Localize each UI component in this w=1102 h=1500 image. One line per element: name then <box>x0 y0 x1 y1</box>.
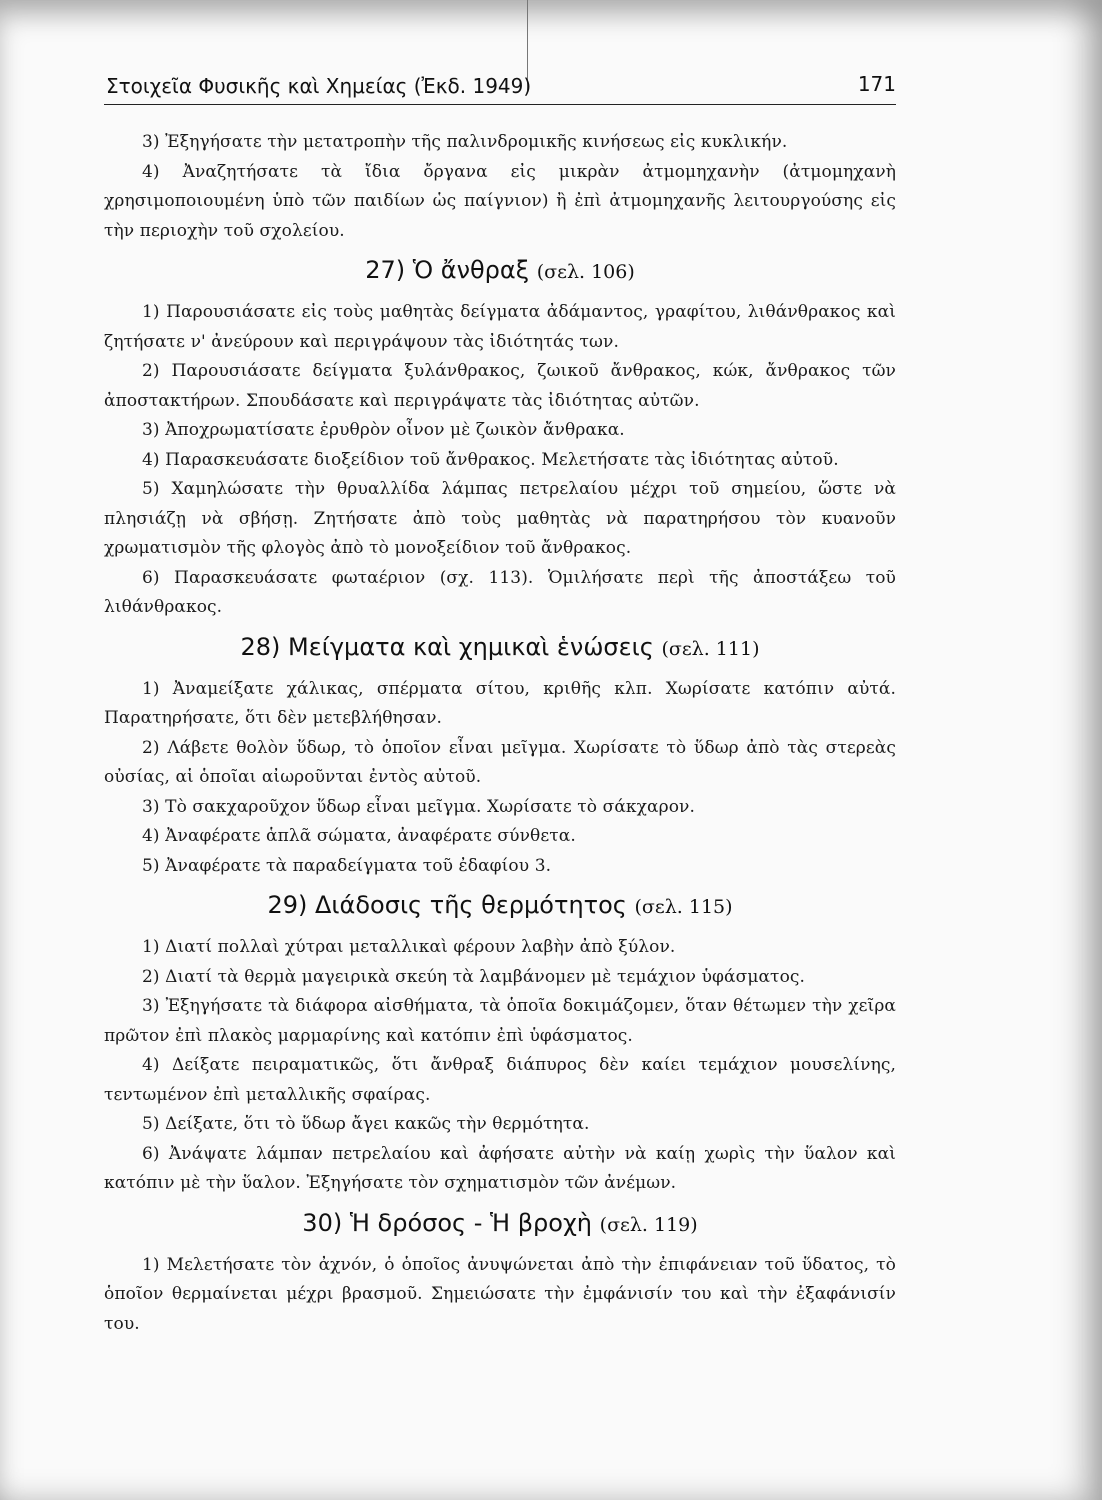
exercise-item: 2) Παρουσιάσατε δείγματα ξυλάνθρακος, ζωικοῦ ἄνθρακος, κώκ, ἄνθρακος τῶν ἀποστακτήρων. Σπουδάσατε καὶ περιγράψατε τὰς ἰδιότητας αὐτῶν. <box>104 361 896 411</box>
page-reference: (σελ. 106) <box>536 261 635 283</box>
section-number: 29) <box>267 891 308 919</box>
exercise-item: 2) Διατί τὰ θερμὰ μαγειρικὰ σκεύη τὰ λαμβάνομεν μὲ τεμάχιον ὑφάσματος. <box>142 966 806 987</box>
page-body <box>104 128 896 1339</box>
section-title: Διάδοσις τῆς θερμότητος <box>315 891 627 919</box>
exercise-item: 3) Ἐξηγήσατε τὴν μετατροπὴν τῆς παλινδρομικῆς κινήσεως εἰς κυκλικήν. <box>142 132 788 152</box>
section-29 <box>104 891 896 1199</box>
section-heading <box>104 633 896 661</box>
exercise-item: 6) Ἀνάψατε λάμπαν πετρελαίου καὶ ἀφήσατε αὐτὴν νὰ καίῃ χωρὶς τὴν ὕαλον καὶ κατόπιν μὲ τὴν ὕαλον. Ἐξηγήσατε τὸν σχηματισμὸν τῶν ἀνέμων. <box>104 1143 896 1193</box>
exercise-item: 5) Χαμηλώσατε τὴν θρυαλλίδα λάμπας πετρελαίου μέχρι τοῦ σημείου, ὥστε νὰ πλησιάζῃ νὰ σβήσῃ. Ζητήσατε ἀπὸ τοὺς μαθητὰς νὰ παρατηρήσου τὸν κυανοῦν χρωματισμὸν τῆς φλογὸς ἀπὸ τὸ μονοξείδιον τοῦ ἄνθρακος. <box>104 479 896 558</box>
page-reference: (σελ. 111) <box>661 637 760 660</box>
page-reference: (σελ. 115) <box>634 896 733 918</box>
exercise-item: 5) Ἀναφέρατε τὰ παραδείγματα τοῦ ἐδαφίου 3. <box>142 855 552 876</box>
section-title: Μείγματα καὶ χημικαὶ ἑνώσεις <box>288 632 654 661</box>
exercise-item: 4) Δείξατε πειραματικῶς, ὅτι ἄνθραξ διάπυρος δὲν καίει τεμάχιον μουσελίνης, τεντωμένον ἐπὶ μεταλλικῆς σφαίρας. <box>104 1055 896 1105</box>
exercise-item: 1) Μελετήσατε τὸν ἀχνόν, ὁ ὁποῖος ἀνυψώνεται ἀπὸ τὴν ἐπιφάνειαν τοῦ ὕδατος, τὸ ὁποῖον θερμαίνεται μέχρι βρασμοῦ. Σημειώσατε τὴν ἐμφάνισίν του καὶ τὴν ἐξαφάνισίν του. <box>104 1254 896 1334</box>
section-27 <box>104 256 896 623</box>
exercise-item: 1) Διατί πολλαὶ χύτραι μεταλλικαὶ φέρουν λαβὴν ἀπὸ ξύλον. <box>142 937 676 957</box>
exercise-item: 4) Παρασκευάσατε διοξείδιον τοῦ ἄνθρακος. Μελετήσατε τὰς ἰδιότητας αὐτοῦ. <box>142 449 839 470</box>
exercise-item: 1) Ἀναμείξατε χάλικας, σπέρματα σίτου, κριθῆς κλπ. Χωρίσατε κατόπιν αὐτά. Παρατηρήσατε, ὅτι δὲν μετεβλήθησαν. <box>104 678 896 728</box>
section-number: 30) <box>302 1208 343 1237</box>
page-reference: (σελ. 119) <box>599 1213 698 1236</box>
exercise-item: 2) Λάβετε θολὸν ὕδωρ, τὸ ὁποῖον εἶναι μεῖγμα. Χωρίσατε τὸ ὕδωρ ἀπὸ τὰς στερεὰς οὐσίας, αἱ ὁποῖαι αἰωροῦνται ἐντὸς αὐτοῦ. <box>104 737 896 787</box>
exercise-item: 1) Παρουσιάσατε εἰς τοὺς μαθητὰς δείγματα ἀδάμαντος, γραφίτου, λιθάνθρακος καὶ ζητήσατε ν' ἀνεύρουν καὶ περιγράψουν τὰς ἰδιότητάς των. <box>104 302 896 352</box>
exercise-item: 3) Ἐξηγήσατε τὰ διάφορα αἰσθήματα, τὰ ὁποῖα δοκιμάζομεν, ὅταν θέτωμεν τὴν χεῖρα πρῶτον ἐπὶ πλακὸς μαρμαρίνης καὶ κατόπιν ἐπὶ ὑφάσματος. <box>104 996 896 1046</box>
page-number: 171 <box>857 72 896 96</box>
section-heading <box>104 1209 896 1237</box>
exercise-item: 3) Τὸ σακχαροῦχον ὕδωρ εἶναι μεῖγμα. Χωρίσατε τὸ σάκχαρον. <box>142 796 695 817</box>
exercise-item: 4) Ἀναζητήσατε τὰ ἴδια ὄργανα εἰς μικρὰν ἀτμομηχανὴν (ἀτμομηχανὴ χρησιμοποιουμένη ὑπὸ τῶν παιδίων ὡς παίγνιον) ἢ ἐπὶ ἀτμομηχανῆς λειτουργούσης εἰς τὴν περιοχὴν τοῦ σχολείου. <box>104 161 896 241</box>
section-heading <box>104 891 896 919</box>
book-title: Στοιχεῖα Φυσικῆς καὶ Χημείας (Ἐκδ. 1949) <box>106 74 532 98</box>
section-title: Ἡ δρόσος - Ἡ βροχὴ <box>349 1208 593 1237</box>
exercise-item: 5) Δείξατε, ὅτι τὸ ὕδωρ ἄγει κακῶς τὴν θερμότητα. <box>142 1114 590 1134</box>
exercise-item: 6) Παρασκευάσατε φωταέριον (σχ. 113). Ὁμιλήσατε περὶ τῆς ἀποστάξεω τοῦ λιθάνθρακος. <box>104 567 896 617</box>
section-number: 28) <box>240 632 281 661</box>
section-title: Ὁ ἄνθραξ <box>412 256 530 284</box>
section-28 <box>104 633 896 882</box>
section-continued <box>104 128 896 246</box>
section-heading <box>104 256 896 284</box>
section-number: 27) <box>365 256 406 284</box>
exercise-item: 3) Ἀποχρωματίσατε ἐρυθρὸν οἶνον μὲ ζωικὸν ἄνθρακα. <box>142 420 625 440</box>
section-30 <box>104 1209 896 1340</box>
exercise-item: 4) Ἀναφέρατε ἁπλᾶ σώματα, ἀναφέρατε σύνθετα. <box>142 826 576 846</box>
running-header <box>104 68 896 105</box>
